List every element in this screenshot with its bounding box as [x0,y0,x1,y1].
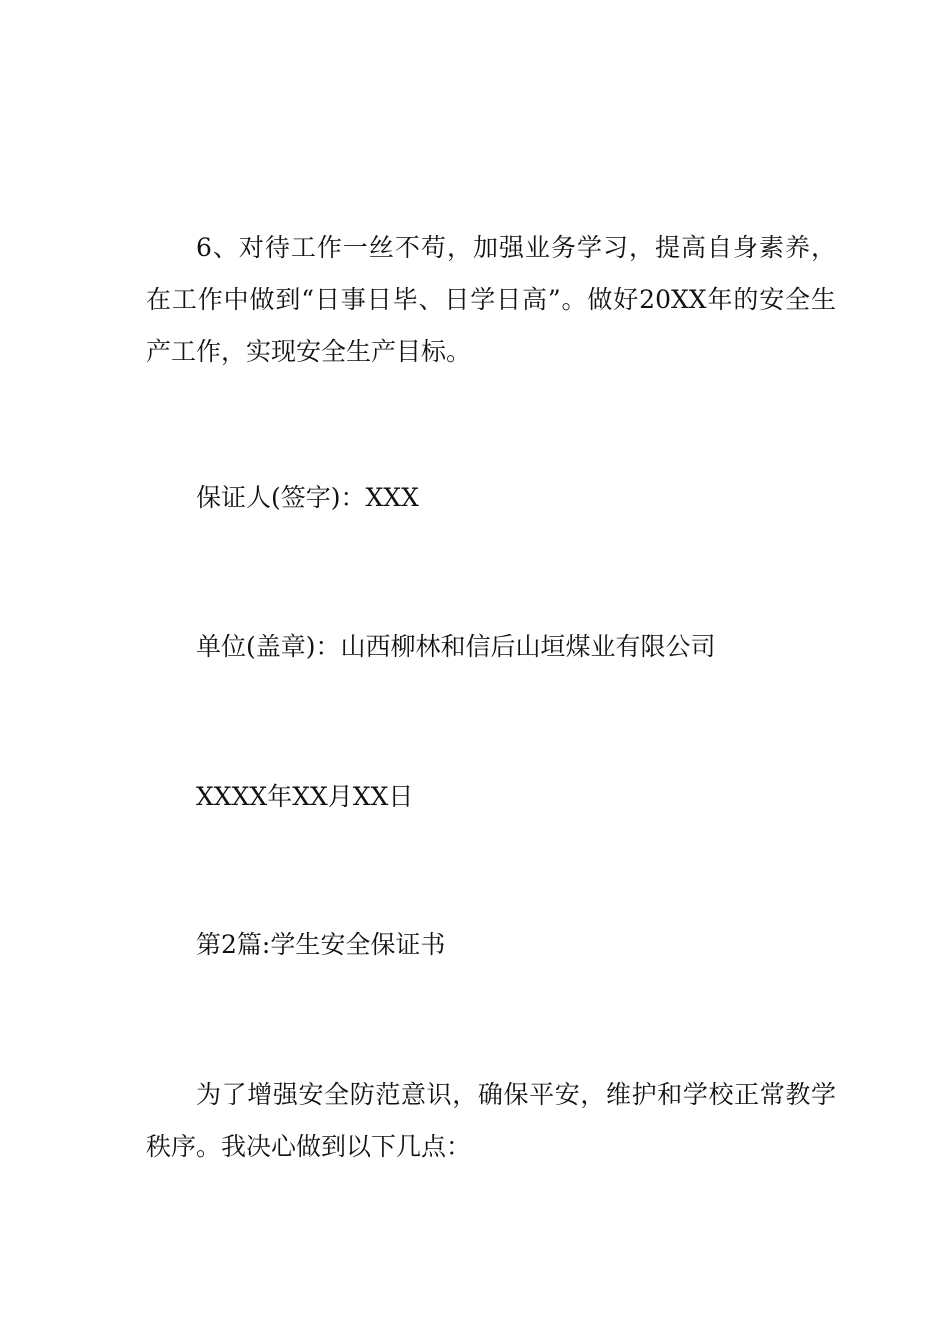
date-line: XXXX年XX月XX日 [196,782,414,811]
paragraph-intro: 为了增强安全防范意识，确保平安，维护和学校正常教学秩序。我决心做到以下几点： [146,1080,836,1161]
section-title: 第2篇:学生安全保证书 [196,930,446,959]
unit-seal-line: 单位(盖章)：山西柳林和信后山垣煤业有限公司 [196,632,716,661]
paragraph-item-6: 6、对待工作一丝不苟，加强业务学习，提高自身素养，在工作中做到“日事日毕、日学日高”。做好20XX年的安全生产工作，实现安全生产目标。 [146,233,836,366]
guarantor-signature-line: 保证人(签字)：XXX [196,483,419,512]
